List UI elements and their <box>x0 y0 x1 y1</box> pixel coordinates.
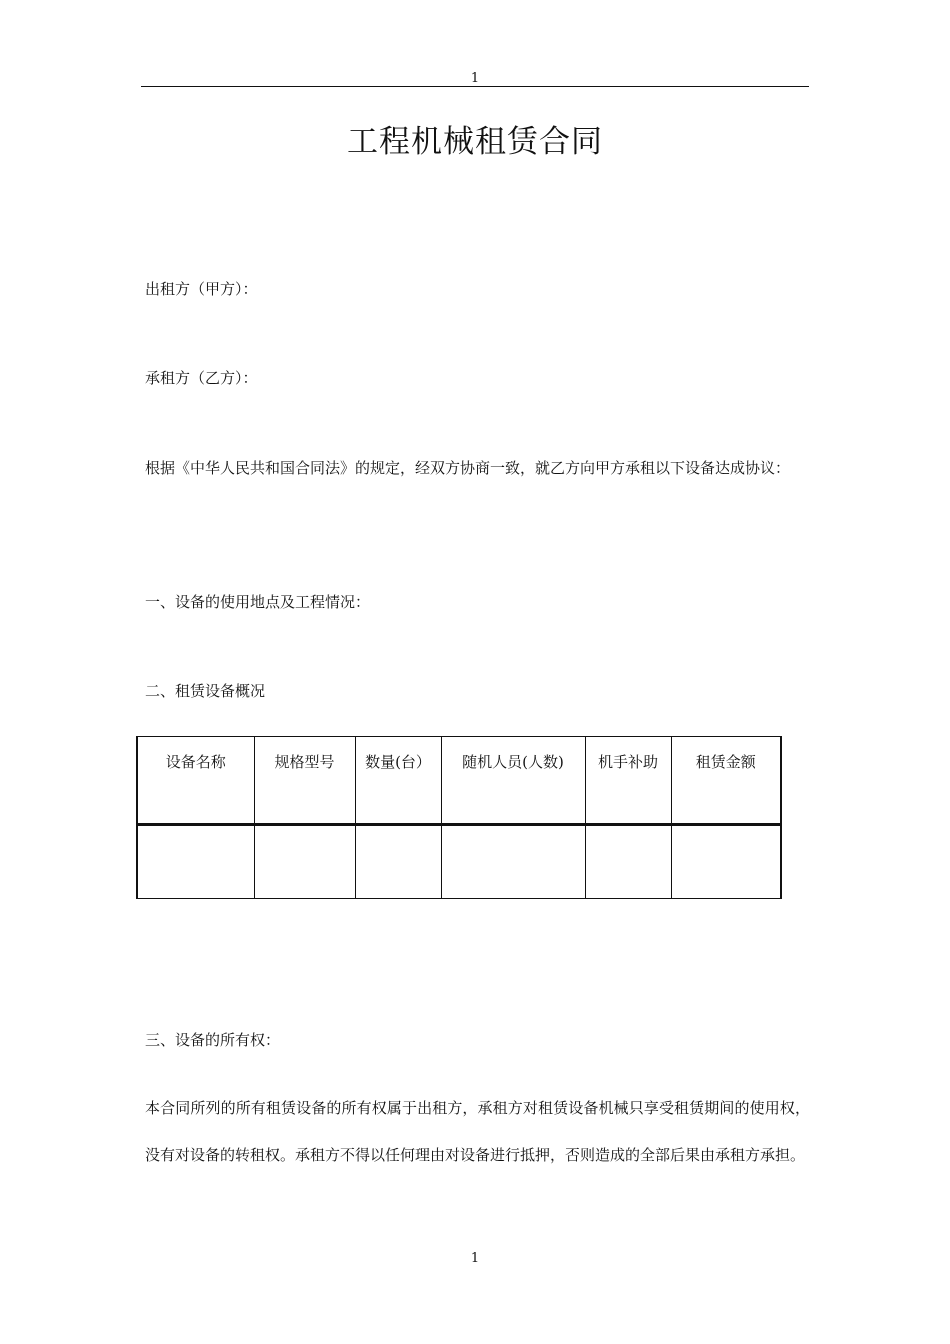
document-title: 工程机械租赁合同 <box>347 124 603 160</box>
footer-page-number: 1 <box>470 1251 480 1266</box>
table-cell <box>441 825 585 899</box>
table-cell <box>254 825 355 899</box>
table-cell <box>137 825 254 899</box>
header-page-number: 1 <box>470 71 480 86</box>
intro-paragraph: 根据《中华人民共和国合同法》的规定，经双方协商一致，就乙方向甲方承租以下设备达成协议： <box>145 459 791 477</box>
lessor-line: 出租方（甲方）： <box>145 280 258 298</box>
table-header-cell: 租赁金额 <box>671 737 781 825</box>
header-rule <box>141 86 809 87</box>
table-header-cell: 随机人员(人数) <box>441 737 585 825</box>
section-3-heading: 三、设备的所有权： <box>145 1031 281 1049</box>
table-header-row <box>137 737 781 825</box>
table-header-cell: 机手补助 <box>585 737 671 825</box>
table-header-cell: 规格型号 <box>254 737 355 825</box>
table-cell <box>585 825 671 899</box>
table-cell <box>355 825 441 899</box>
table-row <box>137 825 781 899</box>
section-3-body: 本合同所列的所有租赁设备的所有权属于出租方，承租方对租赁设备机械只享受租赁期间的使用权，没有对设备的转租权。承租方不得以任何理由对设备进行抵押，否则造成的全部后果由承租方承担。 <box>145 1099 810 1164</box>
equipment-table <box>136 736 782 899</box>
section-2-heading: 二、租赁设备概况 <box>145 682 266 700</box>
section-1-heading: 一、设备的使用地点及工程情况： <box>145 593 371 611</box>
table-header-cell: 数量(台） <box>355 737 441 825</box>
table-cell <box>671 825 781 899</box>
table-header-cell: 设备名称 <box>137 737 254 825</box>
lessee-line: 承租方（乙方）： <box>145 369 258 387</box>
